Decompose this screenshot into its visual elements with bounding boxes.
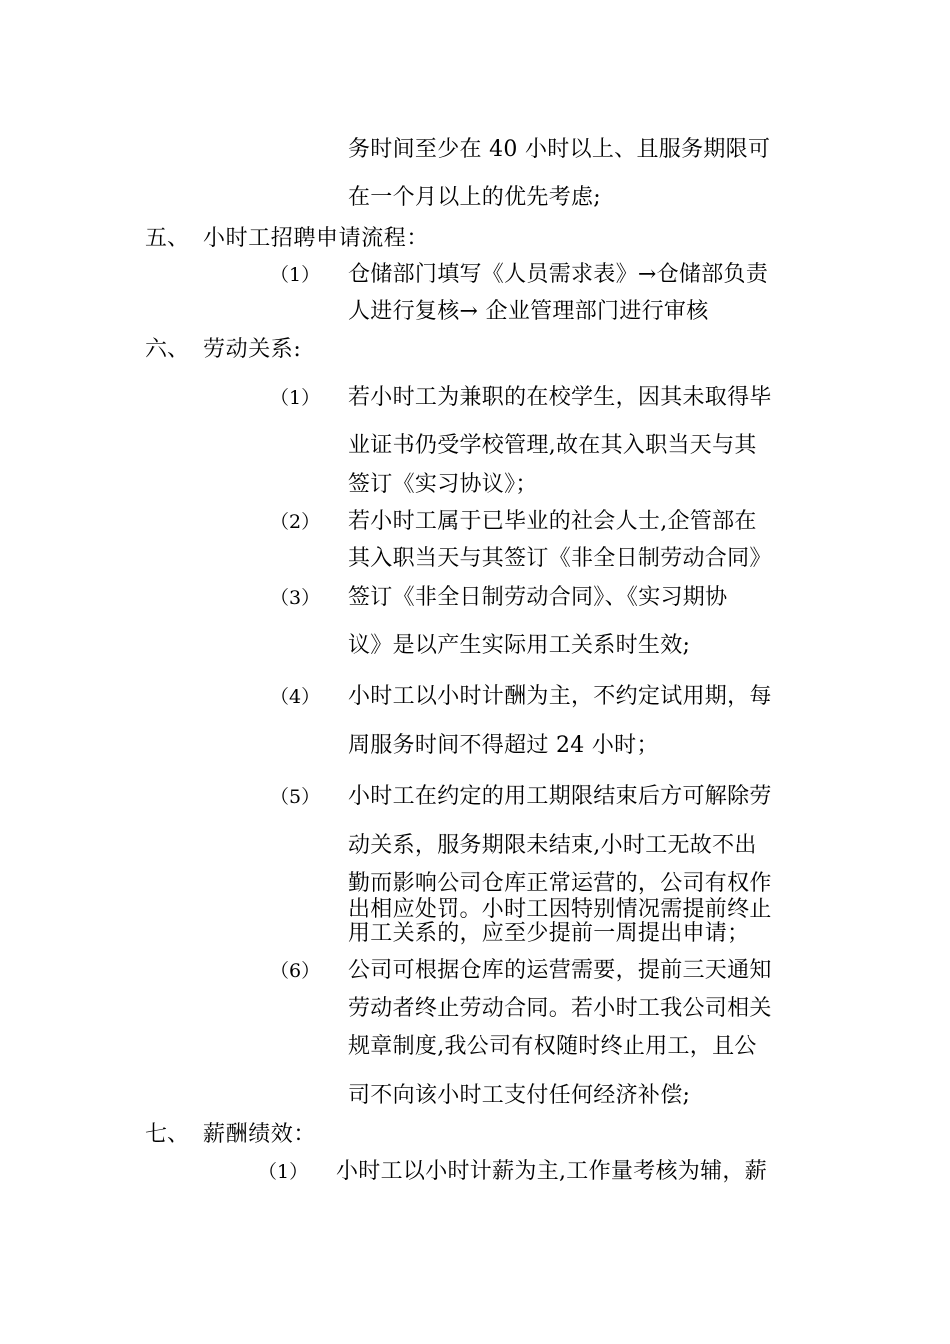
paragraph-line: 公司可根据仓库的运营需要，提前三天通知 bbox=[348, 958, 772, 983]
section-number: 七、 bbox=[145, 1122, 190, 1147]
paragraph-line: 小时工以小时计薪为主,工作量考核为辅，薪 bbox=[336, 1159, 767, 1184]
section-heading: 劳动关系: bbox=[203, 337, 302, 362]
paragraph-line: 出相应处罚。小时工因特别情况需提前终止 bbox=[348, 897, 772, 922]
item-number: （4） bbox=[270, 686, 321, 708]
item-number: （6） bbox=[270, 960, 321, 982]
paragraph-line: 签订《实习协议》； bbox=[348, 472, 538, 497]
paragraph-line: 人进行复核→ 企业管理部门进行审核 bbox=[348, 299, 709, 324]
paragraph-line: 周服务时间不得超过 24 小时； bbox=[348, 733, 659, 758]
paragraph-line: 规章制度,我公司有权随时终止用工，且公 bbox=[348, 1034, 757, 1059]
section-number: 六、 bbox=[145, 337, 190, 362]
paragraph-line: 劳动者终止劳动合同。若小时工我公司相关 bbox=[348, 996, 772, 1021]
item-number: （3） bbox=[270, 587, 321, 609]
item-number: （1） bbox=[270, 264, 321, 286]
item-number: （5） bbox=[270, 786, 321, 808]
paragraph-line: 议》是以产生实际用工关系时生效; bbox=[348, 633, 691, 658]
paragraph-line: 签订《非全日制劳动合同》、《实习期协 bbox=[348, 585, 728, 610]
paragraph-line: 小时工以小时计酬为主，不约定试用期，每 bbox=[348, 684, 772, 709]
section-heading: 小时工招聘申请流程： bbox=[203, 226, 430, 251]
paragraph-line: 小时工在约定的用工期限结束后方可解除劳 bbox=[348, 784, 772, 809]
paragraph-line: 务时间至少在 40 小时以上、且服务期限可 bbox=[348, 137, 771, 162]
paragraph-line: 司不向该小时工支付任何经济补偿; bbox=[348, 1083, 691, 1108]
paragraph-line: 用工关系的，应至少提前一周提出申请； bbox=[348, 921, 750, 946]
paragraph-line: 其入职当天与其签订《非全日制劳动合同》 bbox=[348, 546, 772, 571]
paragraph-line: 勤而影响公司仓库正常运营的，公司有权作 bbox=[348, 871, 772, 896]
paragraph-line: 业证书仍受学校管理,故在其入职当天与其 bbox=[348, 433, 757, 458]
paragraph-line: 若小时工为兼职的在校学生，因其未取得毕 bbox=[348, 385, 772, 410]
paragraph-line: 在一个月以上的优先考虑; bbox=[348, 185, 602, 210]
section-heading: 薪酬绩效： bbox=[203, 1122, 317, 1147]
item-number: （1） bbox=[258, 1161, 309, 1183]
item-number: （2） bbox=[270, 511, 321, 533]
paragraph-line: 仓储部门填写《人员需求表》→仓储部负责 bbox=[348, 262, 769, 287]
paragraph-line: 动关系，服务期限未结束,小时工无故不出 bbox=[348, 833, 757, 858]
item-number: （1） bbox=[270, 387, 321, 409]
paragraph-line: 若小时工属于已毕业的社会人士,企管部在 bbox=[348, 509, 757, 534]
section-number: 五、 bbox=[145, 226, 190, 251]
